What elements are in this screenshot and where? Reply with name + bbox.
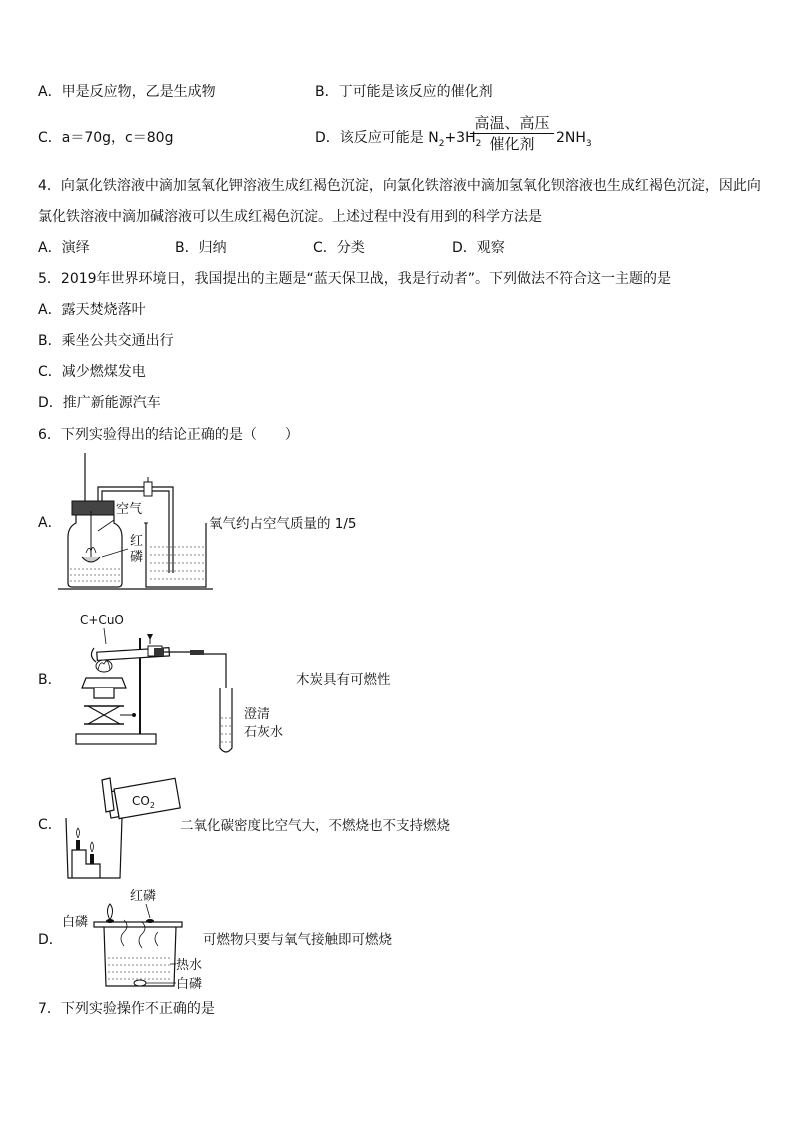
- q6b-label: B．: [38, 672, 62, 688]
- q3-d-suffix: 2NH: [556, 130, 586, 146]
- q5-option-d: D．推广新能源汽车: [38, 395, 161, 411]
- q5-option-c: C．减少燃煤发电: [38, 364, 146, 380]
- q3-d-sub3: 3: [585, 138, 592, 149]
- q4-option-b: B．归纳: [175, 240, 227, 256]
- q6d-white-phosphorus-top-label: 白磷: [62, 915, 89, 930]
- q3-option-c: C．a＝70g，c＝80g: [38, 130, 174, 146]
- q6d-conclusion: 可燃物只要与氧气接触即可燃烧: [203, 932, 392, 948]
- q6c-figure: [64, 774, 194, 884]
- q3-d-product: [556, 129, 592, 153]
- q5-stem: 5．2019年世界环境日，我国提出的主题是“蓝天保卫战，我是行动者”。下列做法不符合这一主题的是: [38, 271, 672, 287]
- q6d-label: D．: [38, 932, 63, 948]
- reaction-condition-top: 高温、高压: [474, 114, 550, 132]
- q4-option-d: D．观察: [452, 240, 505, 256]
- q3-d-prefix: D．该反应可能是 N: [315, 130, 439, 146]
- reaction-condition-bottom: 催化剂: [489, 135, 535, 153]
- q6c-label: C．: [38, 817, 62, 833]
- reaction-condition: [470, 113, 554, 154]
- q6-stem: 6．下列实验得出的结论正确的是（ ）: [38, 427, 299, 443]
- q6a-figure: [58, 453, 218, 593]
- q4-stem-line1: 4．向氯化铁溶液中滴加氢氧化钾溶液生成红褐色沉淀，向氯化铁溶液中滴加氢氧化钡溶液也生成红褐色沉淀，因此向: [38, 178, 761, 194]
- q6b-reactant-label: C+CuO: [80, 613, 124, 627]
- q6b-limewater-label-2: 石灰水: [244, 725, 284, 740]
- q6a-phosphorus-label-2: 磷: [130, 550, 144, 565]
- q6a-phosphorus-label-1: 红: [130, 534, 144, 549]
- q6d-hot-water-label: 热水: [176, 958, 203, 973]
- q6d-red-phosphorus-label: 红磷: [130, 889, 157, 904]
- q6a-air-label: 空气: [116, 502, 143, 517]
- q7-stem: 7．下列实验操作不正确的是: [38, 1001, 215, 1017]
- q3-d-sub2: 2: [475, 138, 482, 149]
- q6c-conclusion: 二氧化碳密度比空气大，不燃烧也不支持燃烧: [180, 818, 450, 834]
- q6a-conclusion: 氧气约占空气质量的 1/5: [209, 516, 357, 532]
- q3-d-sub1: 2: [438, 138, 445, 149]
- q6b-conclusion: 木炭具有可燃性: [296, 672, 391, 688]
- q4-option-a: A．演绎: [38, 240, 90, 256]
- q6b-figure: [54, 608, 284, 758]
- q4-stem-line2: 氯化铁溶液中滴加碱溶液可以生成红褐色沉淀。上述过程中没有用到的科学方法是: [38, 209, 542, 225]
- q5-option-b: B．乘坐公共交通出行: [38, 333, 174, 349]
- q6a-label: A．: [38, 515, 62, 531]
- q6c-co2-label: $CO_2$: [132, 794, 155, 810]
- q6d-white-phosphorus-bottom-label: 白磷: [176, 977, 203, 992]
- q3-option-d: [315, 129, 481, 153]
- q6d-figure: [58, 886, 208, 996]
- q6b-limewater-label-1: 澄清: [244, 707, 271, 722]
- q3-option-a: A．甲是反应物，乙是生成物: [38, 84, 216, 100]
- q3-option-b: B．丁可能是该反应的催化剂: [315, 84, 493, 100]
- q5-option-a: A．露天焚烧落叶: [38, 302, 146, 318]
- q4-option-c: C．分类: [313, 240, 365, 256]
- q3-d-mid: +3H: [444, 130, 476, 146]
